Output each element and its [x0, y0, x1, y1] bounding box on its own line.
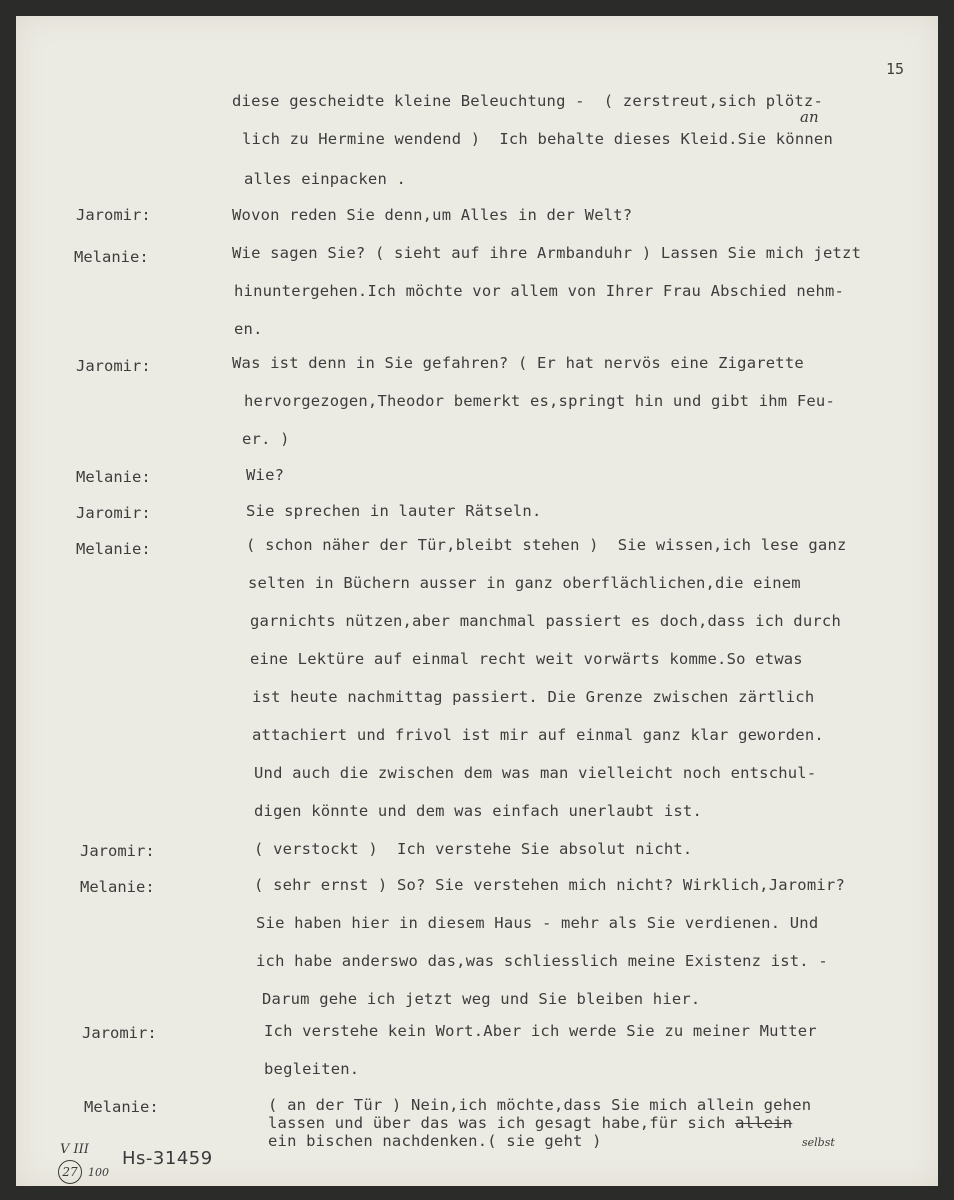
text-line: ( verstockt ) Ich verstehe Sie absolut nicht.	[254, 840, 693, 858]
speaker-label: Melanie:	[80, 878, 155, 896]
speaker-label: Melanie:	[74, 248, 149, 266]
speaker-label: Melanie:	[76, 540, 151, 558]
text-line: Darum gehe ich jetzt weg und Sie bleiben hier.	[262, 990, 701, 1008]
speaker-label: Jaromir:	[82, 1024, 157, 1042]
text-line: Wie?	[246, 466, 285, 484]
text-line: eine Lektüre auf einmal recht weit vorwärts komme.So etwas	[250, 650, 803, 668]
text-line: alles einpacken .	[244, 170, 407, 188]
text-line: Sie haben hier in diesem Haus - mehr als Sie verdienen. Und	[256, 914, 819, 932]
struck-word: allein	[735, 1114, 793, 1132]
archive-signature: Hs-31459	[122, 1148, 213, 1169]
archive-count: 100	[88, 1166, 109, 1179]
text-line: Wovon reden Sie denn,um Alles in der Welt?	[232, 206, 633, 224]
text-line: ein bischen nachdenken.( sie geht )	[268, 1132, 602, 1150]
text-line: Sie sprechen in lauter Rätseln.	[246, 502, 542, 520]
text-line: hervorgezogen,Theodor bemerkt es,springt hin und gibt ihm Feu-	[244, 392, 835, 410]
text-line: digen könnte und dem was einfach unerlaubt ist.	[254, 802, 702, 820]
speaker-label: Melanie:	[84, 1098, 159, 1116]
archive-roman-numeral: V III	[60, 1142, 89, 1157]
text-line: ( an der Tür ) Nein,ich möchte,dass Sie mich allein gehen	[268, 1096, 812, 1114]
text-line: ich habe anderswo das,was schliesslich meine Existenz ist. -	[256, 952, 828, 970]
text-line: attachiert und frivol ist mir auf einmal ganz klar geworden.	[252, 726, 824, 744]
text-line: Was ist denn in Sie gefahren? ( Er hat nervös eine Zigarette	[232, 354, 804, 372]
text-line: Wie sagen Sie? ( sieht auf ihre Armbanduhr ) Lassen Sie mich jetzt	[232, 244, 862, 262]
text-line: ( sehr ernst ) So? Sie verstehen mich nicht? Wirklich,Jaromir?	[254, 876, 845, 894]
text-line: hinuntergehen.Ich möchte vor allem von Ihrer Frau Abschied nehm-	[234, 282, 845, 300]
text-line: ( schon näher der Tür,bleibt stehen ) Sie wissen,ich lese ganz	[246, 536, 847, 554]
text-line: ist heute nachmittag passiert. Die Grenze zwischen zärtlich	[252, 688, 815, 706]
speaker-label: Jaromir:	[76, 206, 151, 224]
handwritten-insertion: an	[800, 108, 819, 126]
text-line	[268, 1114, 792, 1132]
text-line: lich zu Hermine wendend ) Ich behalte dieses Kleid.Sie können	[242, 130, 833, 148]
text-line: Und auch die zwischen dem was man vielleicht noch entschul-	[254, 764, 817, 782]
text-line: er. )	[242, 430, 290, 448]
page-number: 15	[886, 60, 905, 78]
handwritten-insertion: selbst	[802, 1136, 835, 1149]
speaker-label: Jaromir:	[80, 842, 155, 860]
text-line: garnichts nützen,aber manchmal passiert es doch,dass ich durch	[250, 612, 841, 630]
archive-circled-number: 27	[58, 1160, 82, 1184]
text-line: begleiten.	[264, 1060, 360, 1078]
speaker-label: Melanie:	[76, 468, 151, 486]
speaker-label: Jaromir:	[76, 504, 151, 522]
typescript-page	[16, 16, 938, 1186]
text-fragment: lassen und über das was ich gesagt habe,für sich	[268, 1114, 736, 1132]
text-line: diese gescheidte kleine Beleuchtung - ( zerstreut,sich plötz-	[232, 92, 823, 110]
text-line: Ich verstehe kein Wort.Aber ich werde Sie zu meiner Mutter	[264, 1022, 817, 1040]
speaker-label: Jaromir:	[76, 357, 151, 375]
text-line: en.	[234, 320, 263, 338]
text-line: selten in Büchern ausser in ganz oberflächlichen,die einem	[248, 574, 801, 592]
